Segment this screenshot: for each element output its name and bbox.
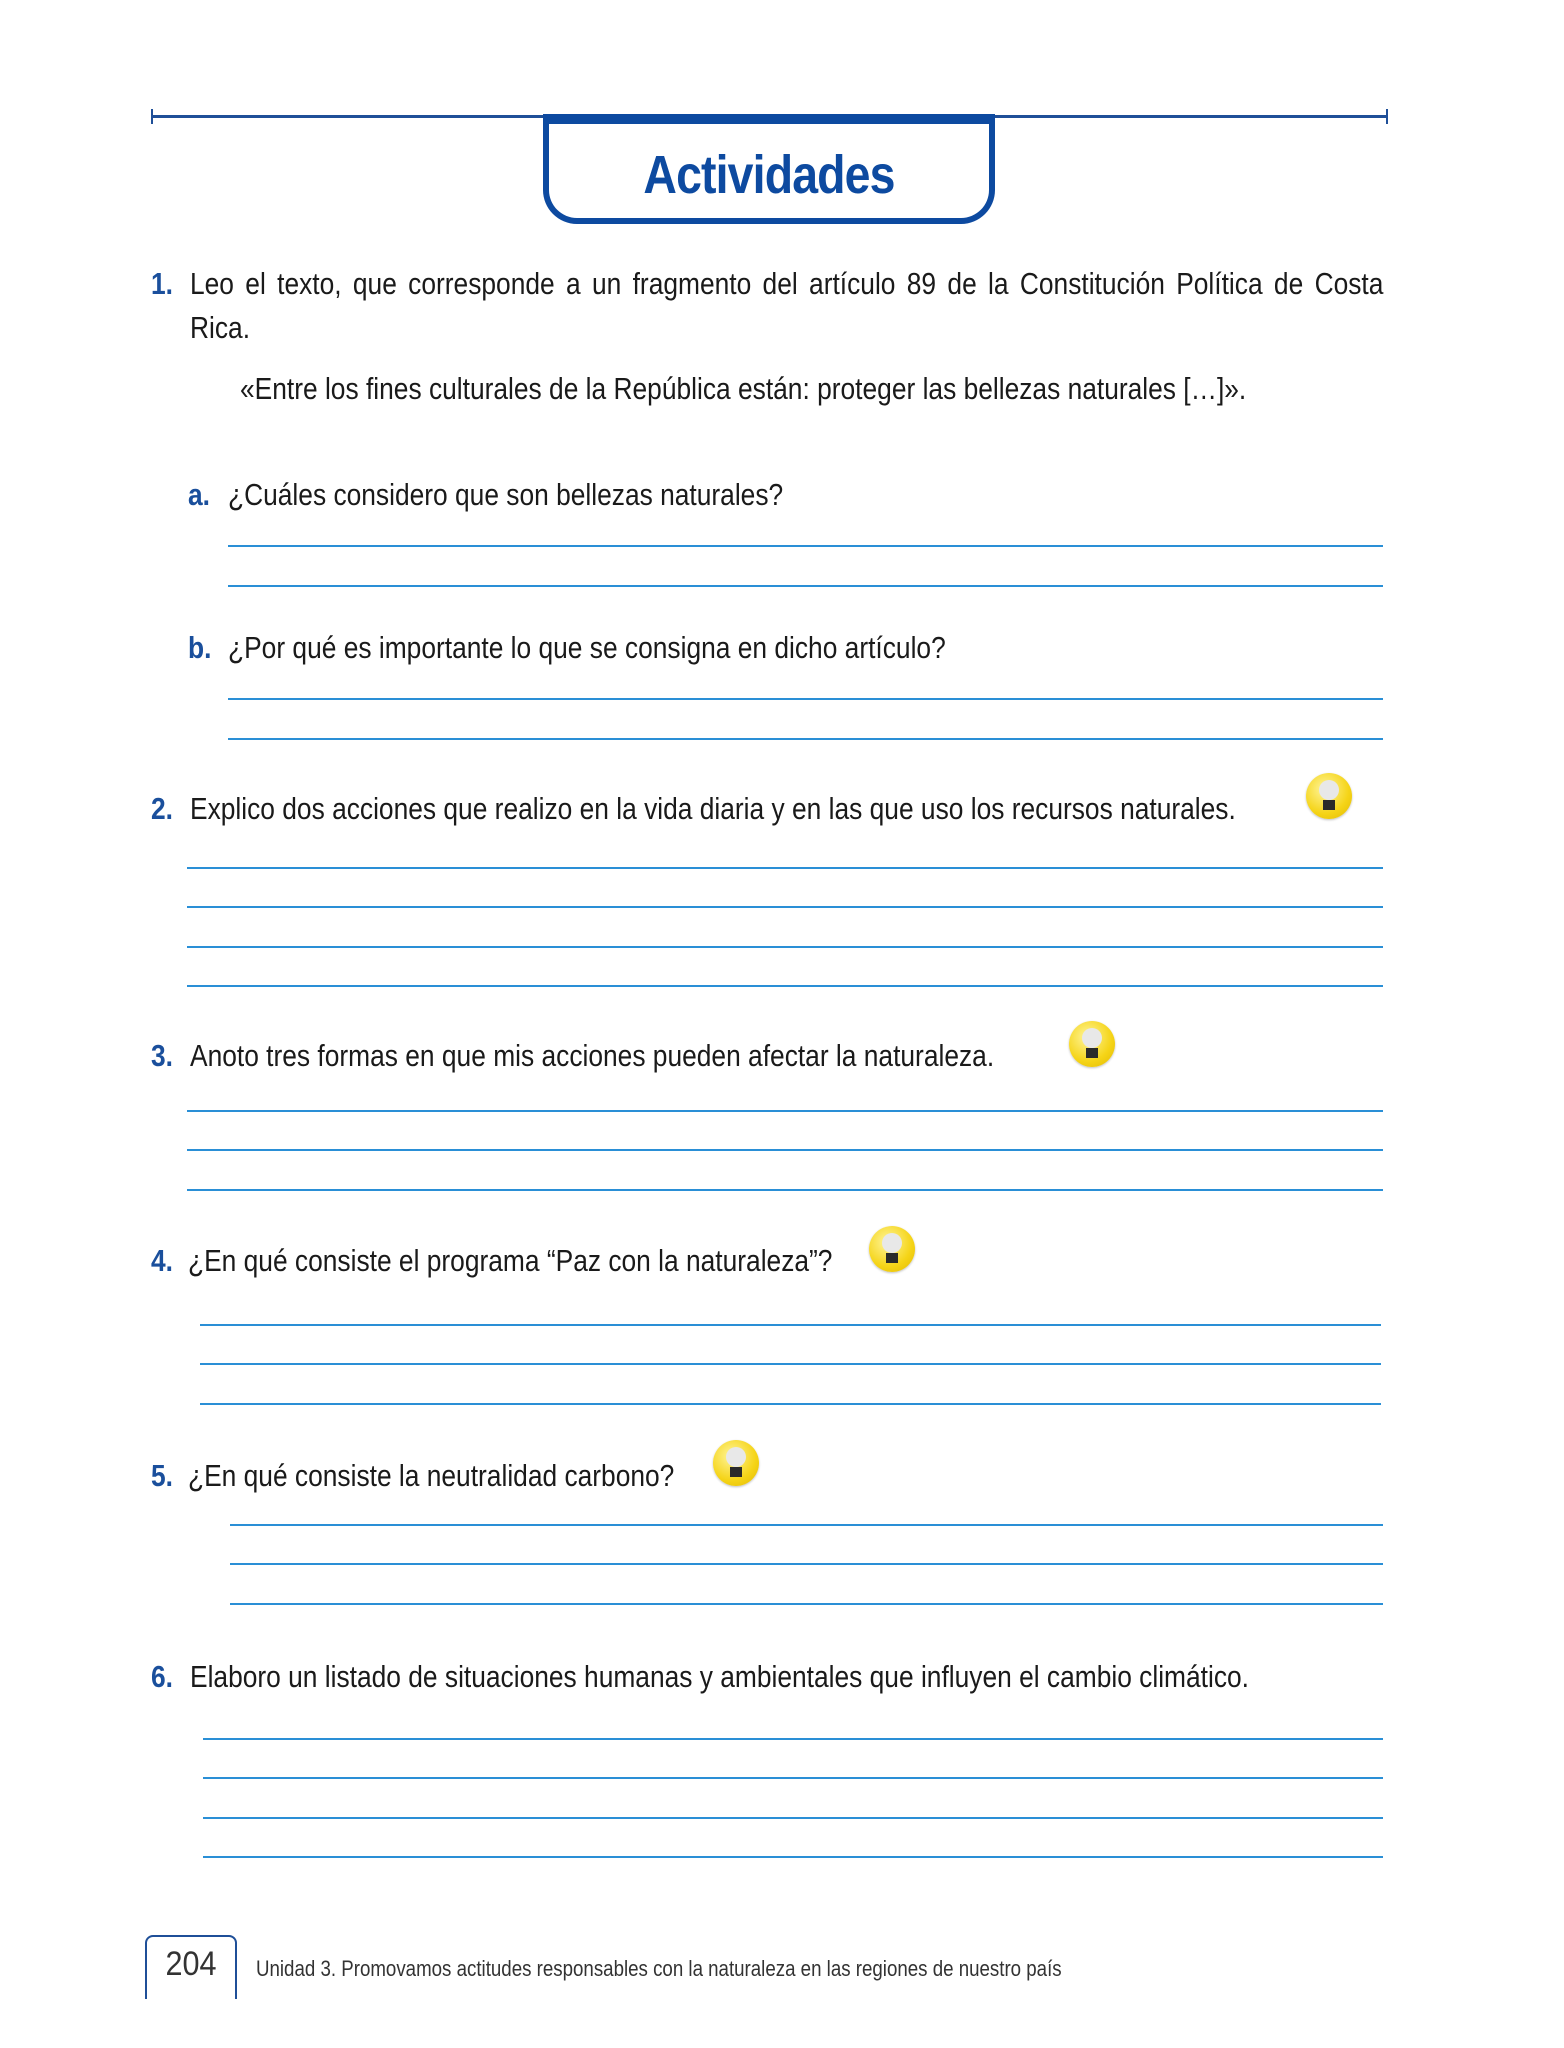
quote-text: «Entre los fines culturales de la República están: proteger las bellezas naturales […]». [240,371,1247,406]
question-text: Elaboro un listado de situaciones humanas y ambientales que influyen el cambio climático. [190,1659,1249,1694]
answer-line[interactable] [187,946,1383,948]
page-number: 204 [165,1945,217,1983]
answer-line[interactable] [230,1563,1383,1565]
answer-line[interactable] [203,1817,1383,1819]
answer-line[interactable] [187,867,1383,869]
answer-line[interactable] [203,1738,1383,1740]
question-text: Anoto tres formas en que mis acciones pueden afectar la naturaleza. [190,1038,995,1073]
question-number: 4. [151,1243,173,1278]
answer-line[interactable] [200,1403,1381,1405]
page-title: Actividades [643,145,895,205]
footer-unit-title: Unidad 3. Promovamos actitudes responsables con la naturaleza en las regiones de nuestro país [256,1956,1062,1981]
answer-line[interactable] [203,1856,1383,1858]
lightbulb-icon [1069,1021,1115,1067]
answer-line[interactable] [228,545,1383,547]
answer-line[interactable] [228,698,1383,700]
subquestion-label: a. [188,477,210,512]
answer-line[interactable] [187,1110,1383,1112]
question-number: 1. [151,266,173,301]
lightbulb-icon [869,1226,915,1272]
answer-line[interactable] [228,738,1383,740]
question-number: 2. [151,791,173,826]
question-text: ¿En qué consiste el programa “Paz con la naturaleza”? [188,1243,833,1278]
answer-line[interactable] [230,1603,1383,1605]
lightbulb-icon [713,1440,759,1486]
page-number-box [145,1935,237,1999]
subquestion-label: b. [188,630,212,665]
answer-line[interactable] [203,1777,1383,1779]
question-text: Leo el texto, que corresponde a un fragmento del artículo 89 de la Constitución Política de Costa Rica. [190,266,1384,345]
question-number: 3. [151,1038,173,1073]
answer-line[interactable] [200,1363,1381,1365]
answer-line[interactable] [228,585,1383,587]
answer-line[interactable] [200,1324,1381,1326]
answer-line[interactable] [187,985,1383,987]
header-rule-tick [151,109,153,124]
lightbulb-icon [1306,773,1352,819]
answer-line[interactable] [230,1524,1383,1526]
subquestion-text: ¿Cuáles considero que son bellezas naturales? [228,477,784,512]
section-tab [543,114,995,224]
header-rule-tick [1386,109,1388,124]
question-number: 6. [151,1659,173,1694]
question-text: ¿En qué consiste la neutralidad carbono? [188,1458,675,1493]
question-text: Explico dos acciones que realizo en la vida diaria y en las que uso los recursos naturales. [190,791,1236,826]
subquestion-text: ¿Por qué es importante lo que se consigna en dicho artículo? [228,630,946,665]
answer-line[interactable] [187,1189,1383,1191]
answer-line[interactable] [187,1149,1383,1151]
answer-line[interactable] [187,906,1383,908]
question-number: 5. [151,1458,173,1493]
